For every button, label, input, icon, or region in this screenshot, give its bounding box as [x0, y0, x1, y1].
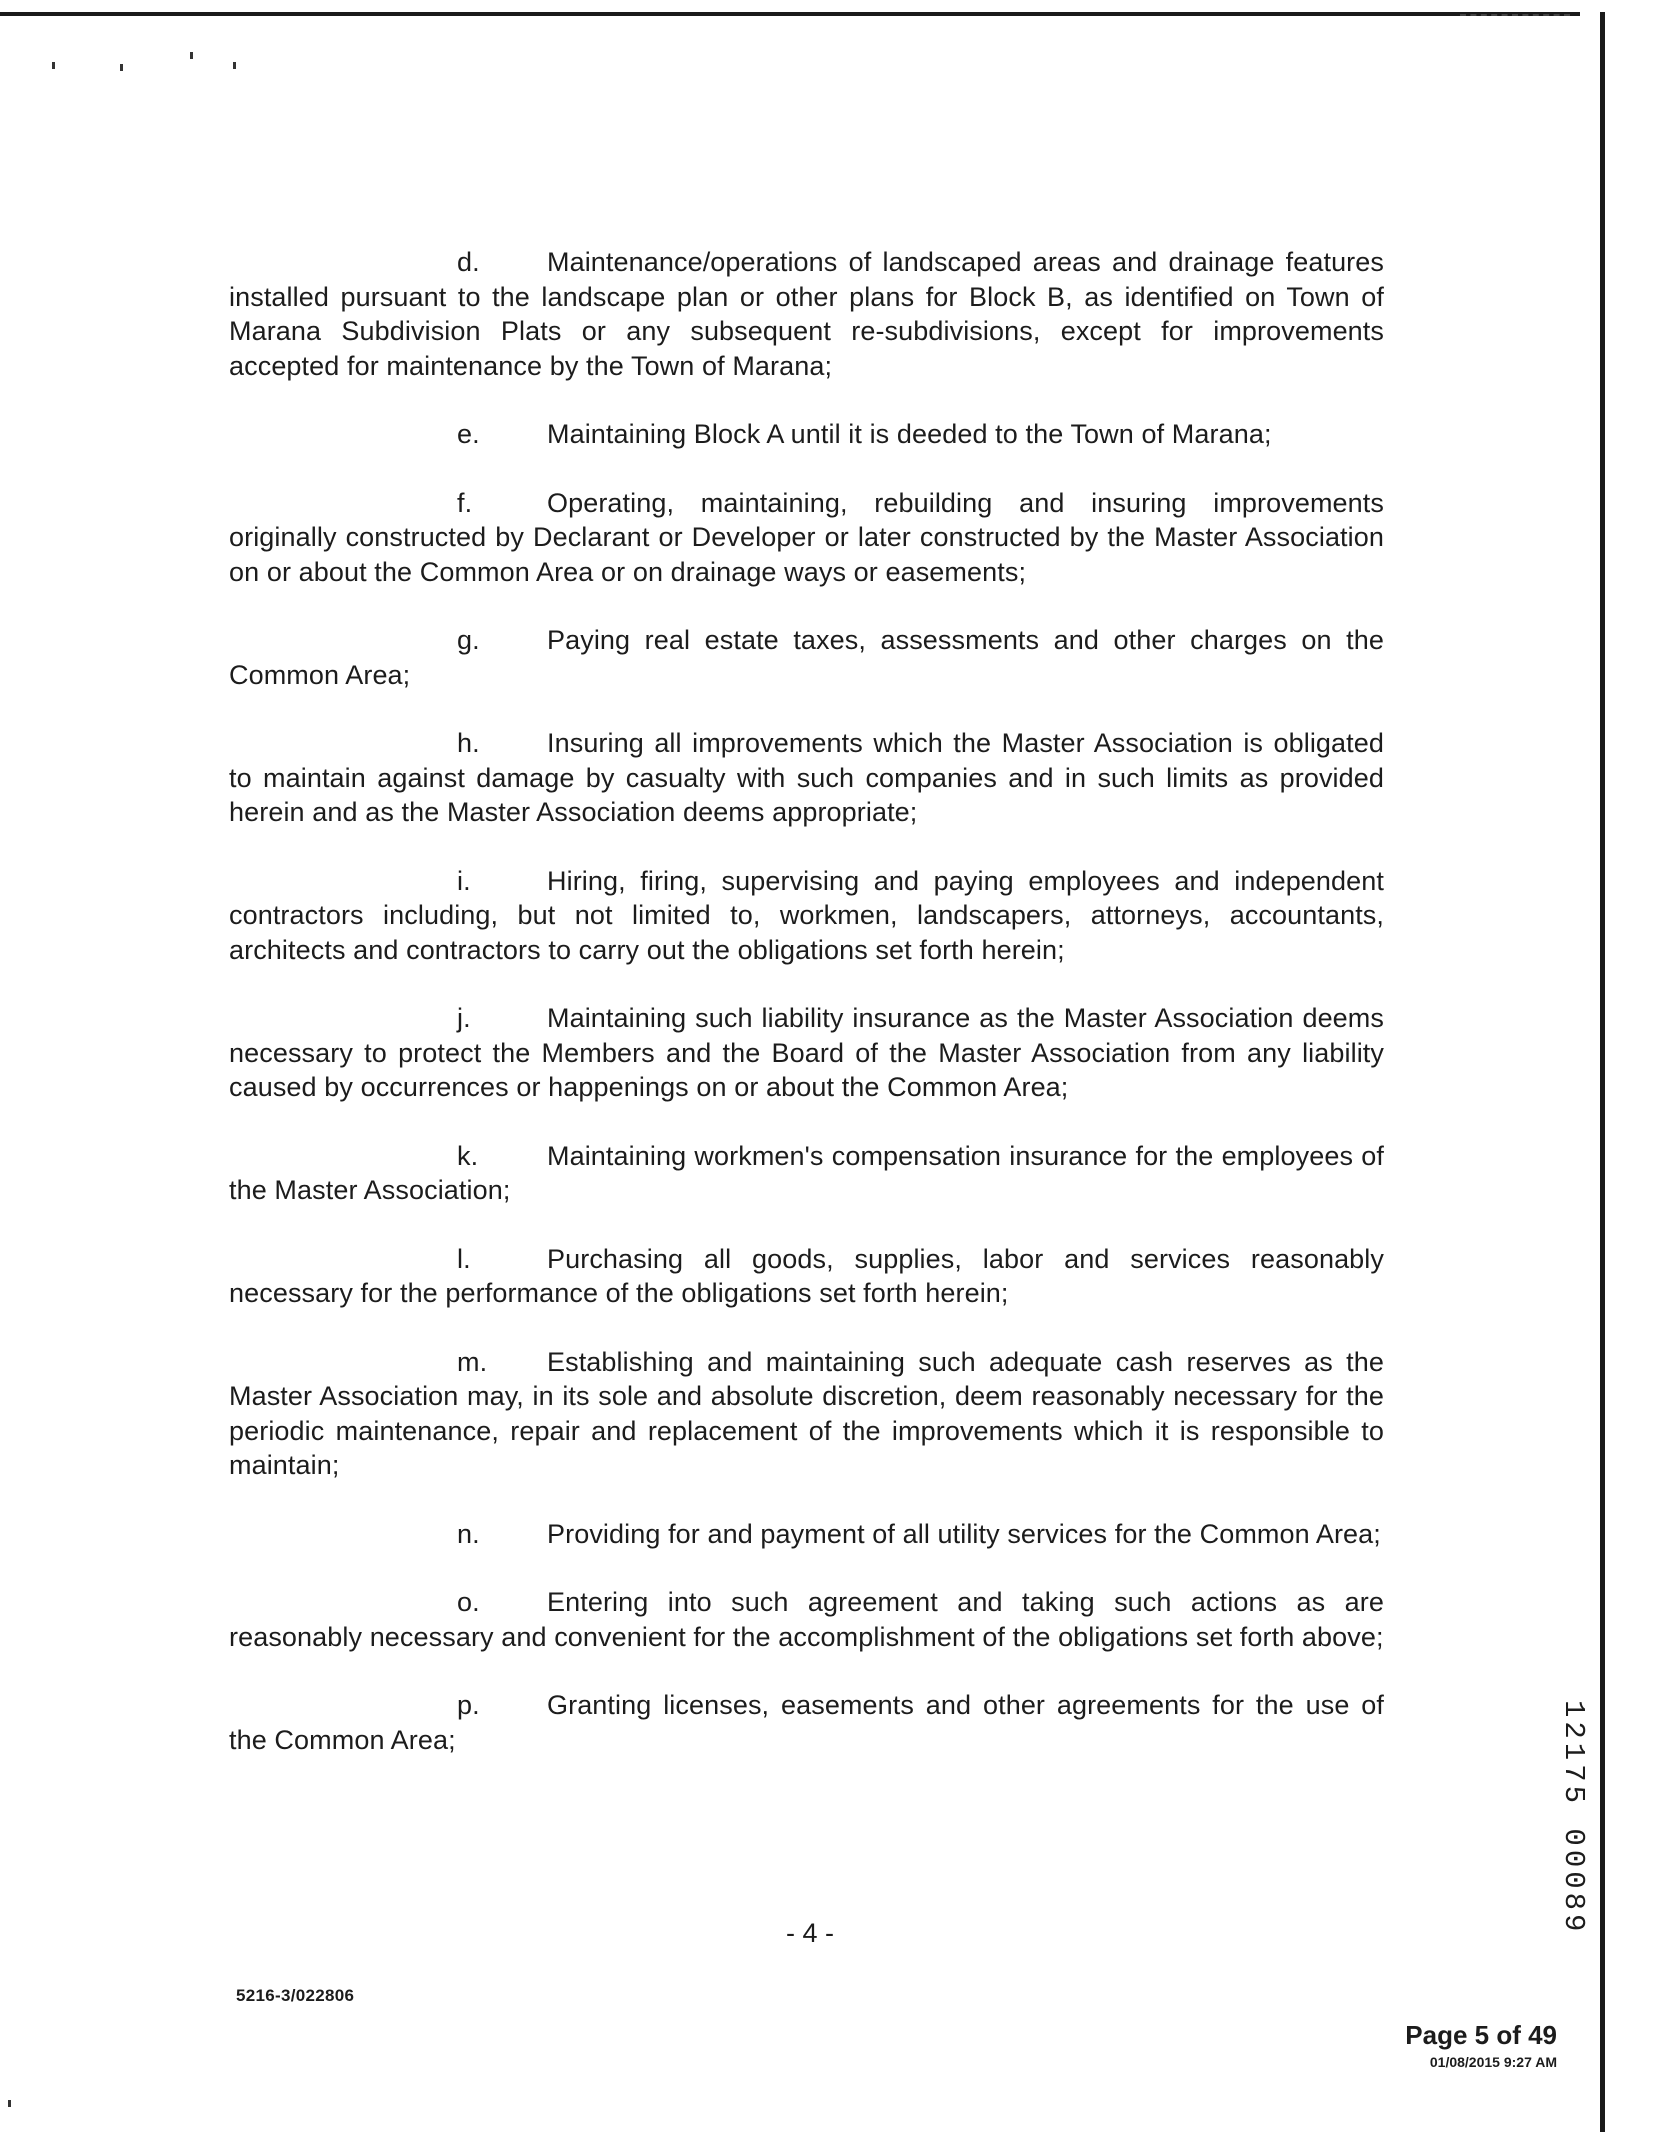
recorder-page-stamp: Page 5 of 49: [1405, 2020, 1557, 2050]
scan-speck: [120, 64, 123, 71]
list-item: [229, 1001, 1384, 1105]
item-text: Hiring, firing, supervising and paying employees and independent contractors including, but not limited to, workmen, landscapers, attorneys, accountants, architects and contractors to carry out the obligations set forth herein;: [229, 865, 1384, 965]
list-item: [229, 1688, 1384, 1757]
list-item: [229, 623, 1384, 692]
item-letter: h.: [457, 728, 480, 758]
recording-number: 12175 00089: [1557, 1700, 1590, 1936]
item-letter: d.: [457, 247, 480, 277]
item-text: Operating, maintaining, rebuilding and insuring improvements originally constructed by Declarant or Developer or later constructed by the Master Association on or about the Common Area or on drainage ways or easements;: [229, 487, 1384, 587]
item-text: Maintaining Block A until it is deeded to the Town of Marana;: [547, 419, 1272, 449]
item-text: Maintaining workmen's compensation insurance for the employees of the Master Association;: [229, 1140, 1384, 1205]
item-letter: j.: [457, 1003, 471, 1033]
list-item: [229, 1585, 1384, 1654]
item-letter: m.: [457, 1346, 488, 1377]
item-text: Establishing and maintaining such adequate cash reserves as the Master Association may, in its sole and absolute discretion, deem reasonably necessary for the periodic maintenance, repair and replacement of the improvements which it is responsible to maintain;: [229, 1346, 1384, 1480]
list-item: [229, 1139, 1384, 1208]
item-letter: g.: [457, 625, 480, 655]
list-item: [229, 1345, 1384, 1483]
scan-speck: [52, 62, 55, 69]
item-text: Maintenance/operations of landscaped areas and drainage features installed pursuant to the landscape plan or other plans for Block B, as identified on Town of Marana Subdivision Plats or any subsequent re-subdivisions, except for improvements accepted for maintenance by the Town of Marana;: [229, 247, 1384, 381]
item-text: Purchasing all goods, supplies, labor and services reasonably necessary for the performance of the obligations set forth herein;: [229, 1243, 1384, 1308]
item-letter: i.: [457, 865, 471, 896]
scan-speck: [8, 2100, 11, 2107]
recorder-date-stamp: 01/08/2015 9:27 AM: [1429, 2054, 1557, 2070]
list-item: [229, 486, 1384, 590]
list-item: [229, 726, 1384, 830]
item-letter: p.: [457, 1690, 480, 1720]
scan-speck: [190, 52, 193, 59]
top-border-line: [0, 12, 1580, 16]
document-code: 5216-3/022806: [236, 1986, 355, 2005]
item-letter: f.: [457, 487, 473, 518]
item-letter: l.: [457, 1243, 471, 1274]
list-item: [229, 864, 1384, 968]
list-item: [229, 1517, 1384, 1552]
list-item: [229, 417, 1384, 452]
page-number: - 4 -: [785, 1918, 834, 1948]
document-body: [229, 245, 1384, 1757]
item-letter: k.: [457, 1140, 479, 1171]
item-text: Paying real estate taxes, assessments and other charges on the Common Area;: [229, 625, 1384, 690]
item-text: Entering into such agreement and taking such actions as are reasonably necessary and convenient for the accomplishment of the obligations set forth above;: [229, 1587, 1384, 1652]
list-item: [229, 245, 1384, 383]
item-letter: n.: [457, 1518, 480, 1549]
item-letter: e.: [457, 419, 480, 449]
top-border-dash: [1460, 14, 1570, 16]
item-text: Granting licenses, easements and other agreements for the use of the Common Area;: [229, 1690, 1384, 1755]
right-scan-edge: [1600, 12, 1605, 2132]
item-text: Insuring all improvements which the Master Association is obligated to maintain against damage by casualty with such companies and in such limits as provided herein and as the Master Association deems appropriate;: [229, 728, 1384, 827]
scan-speck: [233, 62, 236, 69]
item-letter: o.: [457, 1587, 480, 1617]
list-item: [229, 1242, 1384, 1311]
item-text: Providing for and payment of all utility services for the Common Area;: [547, 1518, 1381, 1549]
item-text: Maintaining such liability insurance as the Master Association deems necessary to protect the Members and the Board of the Master Association from any liability caused by occurrences or happenings on or about the Common Area;: [229, 1003, 1384, 1102]
